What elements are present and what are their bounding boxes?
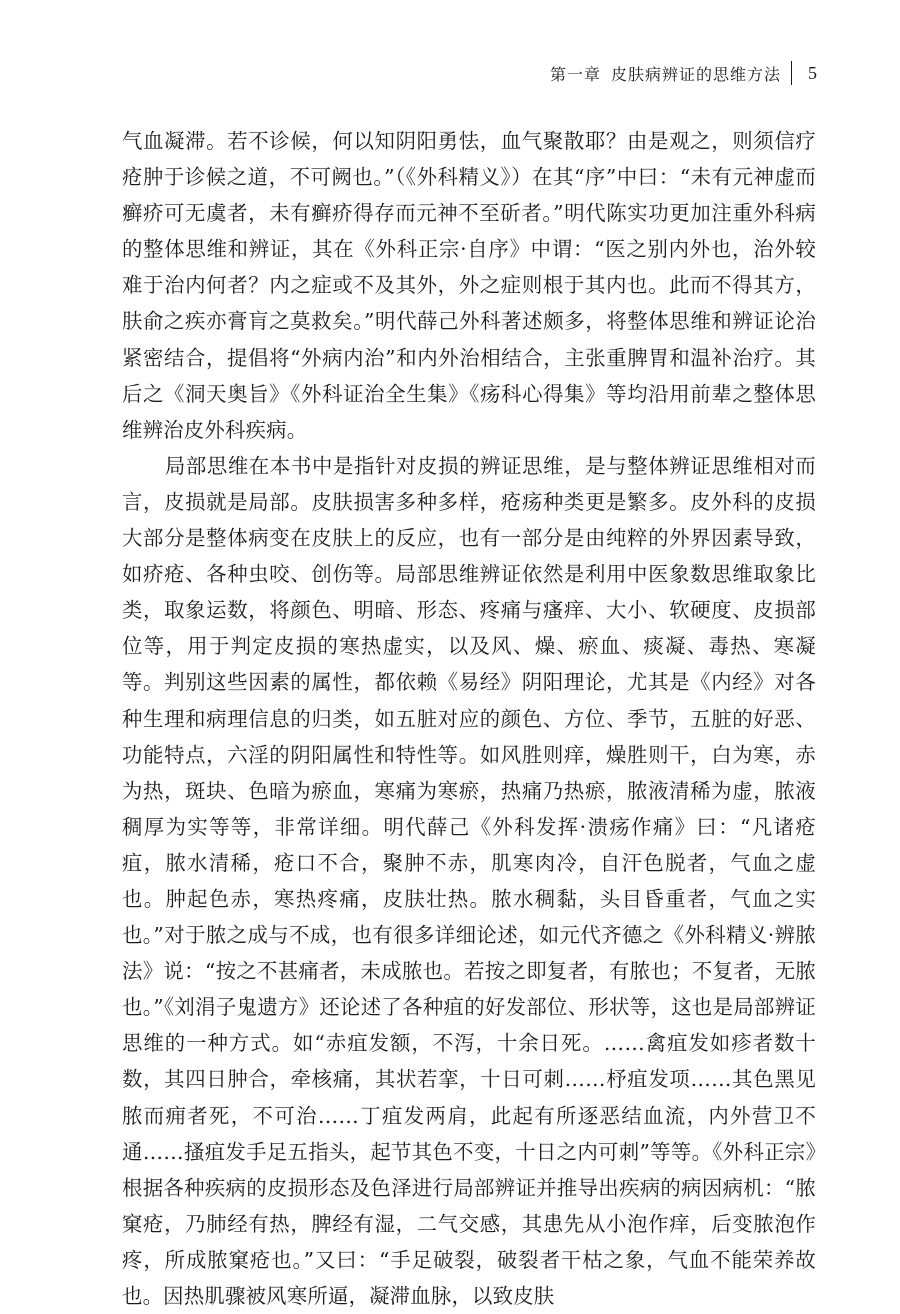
page-body — [122, 123, 816, 1314]
paragraph: 气血凝滞。若不诊候，何以知阴阳勇怯，血气聚散耶？由是观之，则须信疗疮肿于诊候之道，不可阙也。”（《外科精义》）在其“序”中曰：“未有元神虚而癣疥可无虞者，未有癣疥得存而元神不至斫者。”明代陈实功更加注重外科病的整体思维和辨证，其在《外科正宗·自序》中谓：“医之别内外也，治外较难于治内何者？内之症或不及其外，外之症则根于其内也。此而不得其方，肤俞之疾亦膏肓之莫救矣。”明代薛己外科著述颇多，将整体思维和辨证论治紧密结合，提倡将“外病内治”和内外治相结合，主张重脾胃和温补治疗。其后之《洞天奥旨》《外科证治全生集》《疡科心得集》等均沿用前辈之整体思维辨治皮外科疾病。 — [122, 129, 816, 442]
chapter-label: 第一章 — [549, 64, 601, 84]
header-divider — [791, 61, 792, 85]
page-number: 5 — [808, 62, 818, 83]
paragraph: 局部思维在本书中是指针对皮损的辨证思维，是与整体辨证思维相对而言，皮损就是局部。皮肤损害多种多样，疮疡种类更是繁多。皮外科的皮损大部分是整体病变在皮肤上的反应，也有一部分是由纯粹的外界因素导致，如疥疮、各种虫咬、创伤等。局部思维辨证依然是利用中医象数思维取象比类，取象运数，将颜色、明暗、形态、疼痛与瘙痒、大小、软硬度、皮损部位等，用于判定皮损的寒热虚实，以及风、燥、瘀血、痰凝、毒热、寒凝等。判别这些因素的属性，都依赖《易经》阴阳理论，尤其是《内经》对各种生理和病理信息的归类，如五脏对应的颜色、方位、季节，五脏的好恶、功能特点，六淫的阴阳属性和特性等。如风胜则痒，燥胜则干，白为寒，赤为热，斑块、色暗为瘀血，寒痛为寒瘀，热痛乃热瘀，脓液清稀为虚，脓液稠厚为实等等，非常详细。明代薛己《外科发挥·溃疡作痛》曰：“凡诸疮疽，脓水清稀，疮口不合，聚肿不赤，肌寒肉冷，自汗色脱者，气血之虚也。肿起色赤，寒热疼痛，皮肤壮热。脓水稠黏，头目昏重者，气血之实也。”对于脓之成与不成，也有很多详细论述，如元代齐德之《外科精义·辨脓法》说：“按之不甚痛者，未成脓也。若按之即复者，有脓也；不复者，无脓也。”《刘涓子鬼遗方》还论述了各种疽的好发部位、形状等，这也是局部辨证思维的一种方式。如“赤疽发额，不泻，十余日死。……禽疽发如疹者数十数，其四日肿合，牵核痛，其状若挛，十日可刺……杼疽发项……其色黑见脓而痈者死，不可治……丁疽发两肩，此起有所逐恶结血流，内外营卫不通……搔疽发手足五指头，起节其色不变，十日之内可刺”等等。《外科正宗》根据各种疾病的皮损形态及色泽进行局部辨证并推导出疾病的病因病机：“脓窠疮，乃肺经有热，脾经有湿，二气交感，其患先从小泡作痒，后变脓泡作疼，所成脓窠疮也。”又曰：“手足破裂，破裂者干枯之象，气血不能荣养故也。因热肌骤被风寒所逼，凝滞血脉，以致皮肤 — [122, 453, 816, 1308]
running-header — [550, 58, 818, 88]
chapter-title: 皮肤病辨证的思维方法 — [610, 64, 781, 84]
